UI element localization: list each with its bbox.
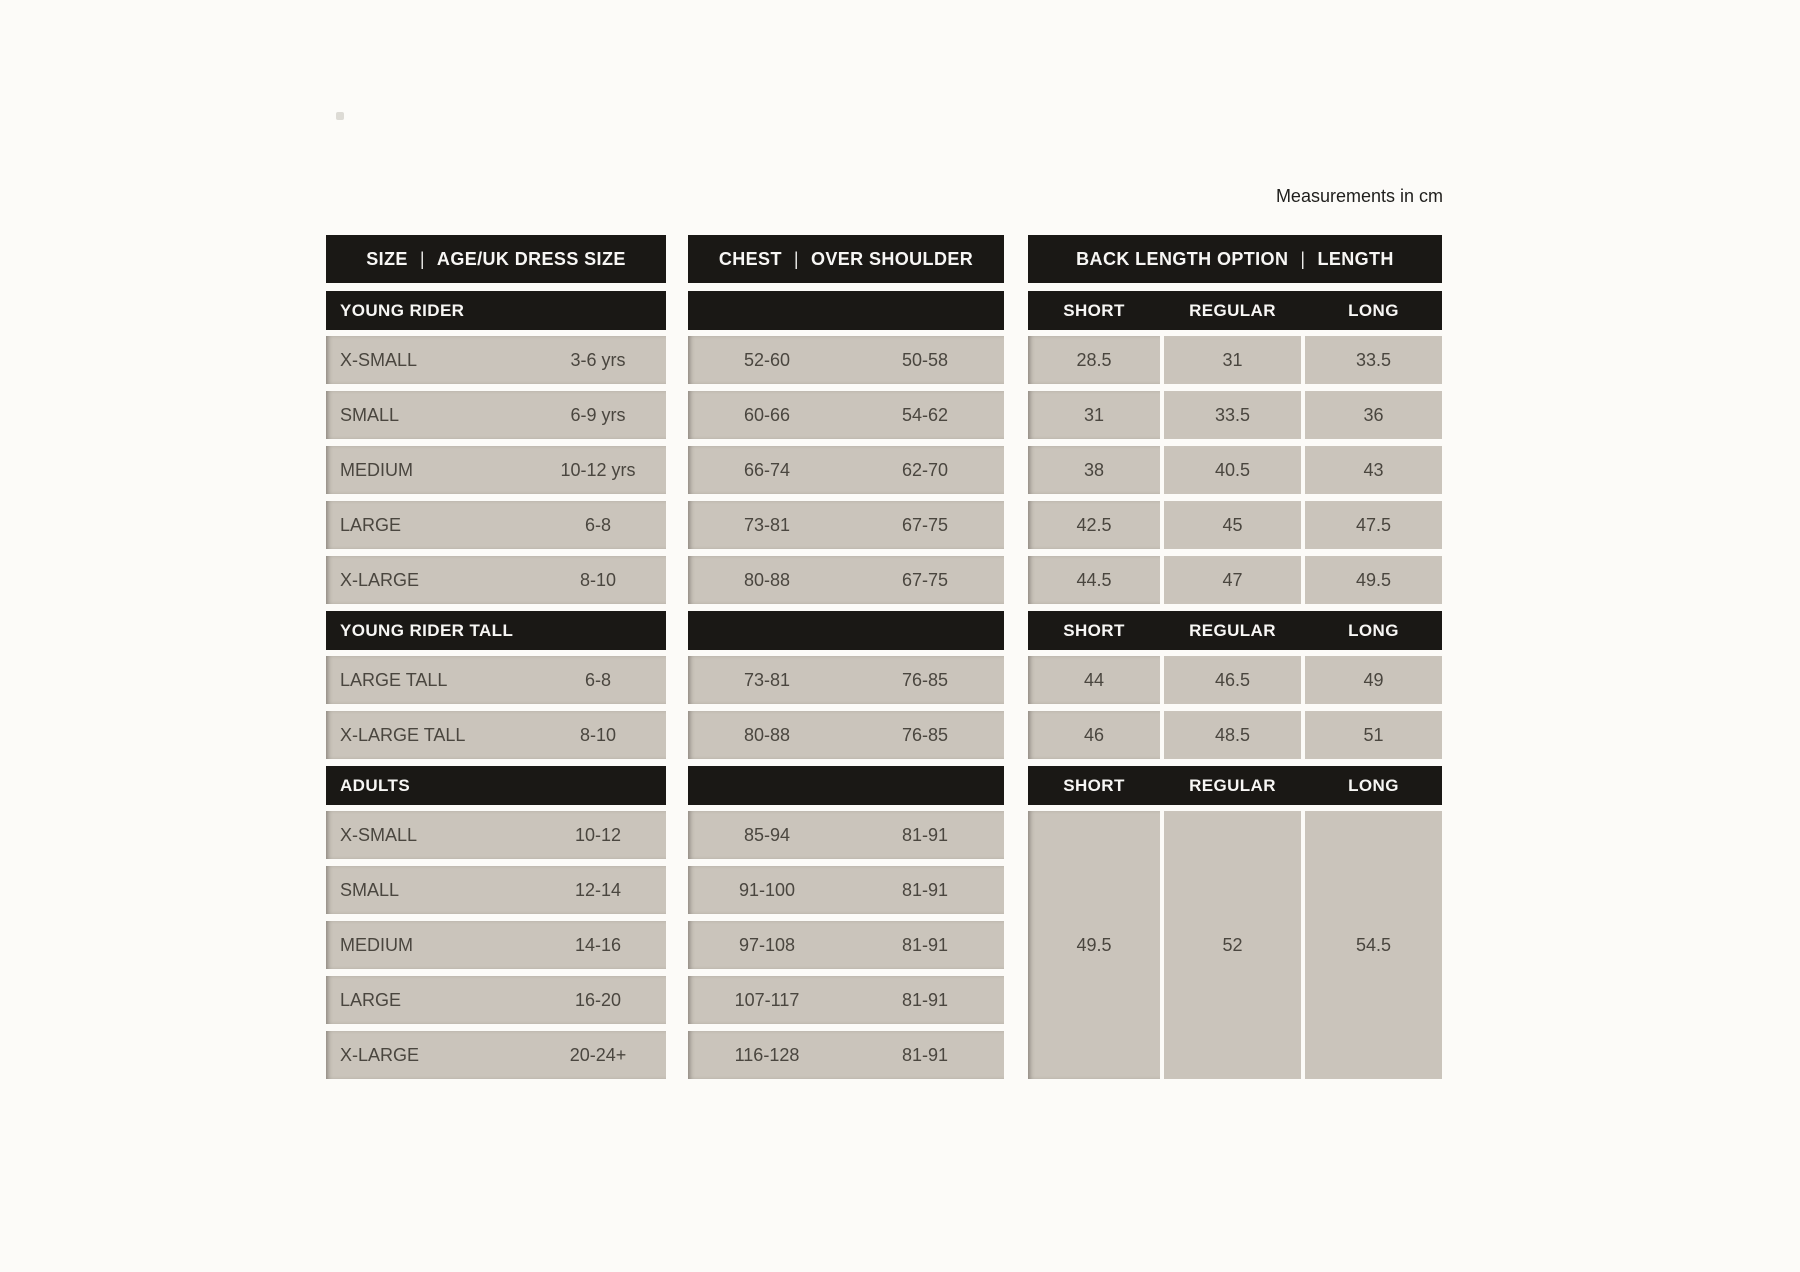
size-label: LARGE (340, 514, 402, 535)
subheader-long: LONG (1348, 300, 1399, 320)
age-value: 12-14 (574, 879, 622, 900)
chest-row (688, 556, 1004, 604)
size-row (326, 656, 666, 704)
size-row (326, 556, 666, 604)
age-value: 10-12 yrs (560, 459, 636, 480)
chest-value: 97-108 (738, 934, 796, 955)
size-row (326, 811, 666, 859)
shoulder-value: 76-85 (901, 724, 949, 745)
short-value: 46 (1028, 711, 1160, 759)
back-row (1028, 336, 1442, 384)
chest-value: 116-128 (734, 1044, 800, 1065)
short-value: 38 (1028, 446, 1160, 494)
long-value: 49.5 (1305, 556, 1442, 604)
size-row (326, 391, 666, 439)
subheader-short: SHORT (1063, 620, 1125, 640)
shoulder-value: 67-75 (901, 514, 949, 535)
size-row (326, 336, 666, 384)
chest-row (688, 391, 1004, 439)
chest-row (688, 976, 1004, 1024)
chest-value: 80-88 (743, 724, 791, 745)
chest-value: 52-60 (743, 349, 791, 370)
chest-row (688, 656, 1004, 704)
regular-value: 48.5 (1164, 711, 1301, 759)
header-divider: | (1300, 248, 1306, 269)
regular-value: 46.5 (1164, 656, 1301, 704)
subheader-regular: REGULAR (1189, 300, 1276, 320)
age-value: 8-10 (579, 724, 617, 745)
size-label: LARGE TALL (340, 669, 448, 690)
shoulder-value: 81-91 (901, 989, 949, 1010)
size-row (326, 866, 666, 914)
size-label: SMALL (340, 879, 400, 900)
back-subheader-row (1028, 611, 1442, 650)
age-value: 6-8 (584, 669, 611, 690)
size-table (326, 235, 666, 1086)
age-value: 16-20 (574, 989, 622, 1010)
size-label: X-LARGE TALL (340, 724, 466, 745)
subheader-regular: REGULAR (1189, 775, 1276, 795)
age-value: 10-12 (574, 824, 622, 845)
shoulder-value: 76-85 (901, 669, 949, 690)
back-row (1028, 711, 1442, 759)
long-value: 51 (1305, 711, 1442, 759)
short-value: 44.5 (1028, 556, 1160, 604)
back-row (1028, 556, 1442, 604)
back-row (1028, 446, 1442, 494)
age-value: 6-8 (584, 514, 611, 535)
size-row (326, 921, 666, 969)
regular-value: 31 (1164, 336, 1301, 384)
chest-value: 85-94 (743, 824, 791, 845)
chest-row (688, 921, 1004, 969)
shoulder-value: 54-62 (901, 404, 949, 425)
age-value: 8-10 (579, 569, 617, 590)
subheader-short: SHORT (1063, 775, 1125, 795)
back-row (1028, 656, 1442, 704)
chest-value: 60-66 (743, 404, 791, 425)
back-row (1028, 391, 1442, 439)
back-header-col1: BACK LENGTH OPTION (1076, 248, 1289, 269)
chest-value: 73-81 (743, 514, 791, 535)
subheader-long: LONG (1348, 775, 1399, 795)
section-title-label: ADULTS (340, 775, 411, 795)
section-title-label: YOUNG RIDER TALL (340, 620, 514, 640)
chest-value: 73-81 (743, 669, 791, 690)
section-filler-bar (688, 291, 1004, 330)
back-header-col2: LENGTH (1317, 248, 1394, 269)
age-value: 14-16 (574, 934, 622, 955)
chest-header-col2: OVER SHOULDER (810, 248, 974, 269)
long-value: 33.5 (1305, 336, 1442, 384)
back-table-header (1028, 235, 1442, 283)
header-divider: | (793, 248, 799, 269)
shoulder-value: 81-91 (901, 824, 949, 845)
regular-value: 47 (1164, 556, 1301, 604)
short-value: 31 (1028, 391, 1160, 439)
chest-table-header (688, 235, 1004, 283)
short-value: 28.5 (1028, 336, 1160, 384)
size-row (326, 1031, 666, 1079)
chest-row (688, 501, 1004, 549)
size-label: X-SMALL (340, 349, 418, 370)
long-value: 47.5 (1305, 501, 1442, 549)
section-title-young-rider-tall (326, 611, 666, 650)
chest-row (688, 1031, 1004, 1079)
regular-value: 33.5 (1164, 391, 1301, 439)
long-value: 36 (1305, 391, 1442, 439)
long-value: 49 (1305, 656, 1442, 704)
section-title-label: YOUNG RIDER (340, 300, 465, 320)
subheader-regular: REGULAR (1189, 620, 1276, 640)
chest-row (688, 711, 1004, 759)
short-value: 42.5 (1028, 501, 1160, 549)
chest-row (688, 866, 1004, 914)
shoulder-value: 50-58 (901, 349, 949, 370)
chest-header-col1: CHEST (718, 248, 782, 269)
back-length-table (1028, 235, 1442, 1079)
shoulder-value: 81-91 (901, 879, 949, 900)
back-subheader-row (1028, 766, 1442, 805)
subheader-long: LONG (1348, 620, 1399, 640)
size-label: X-LARGE (340, 1044, 420, 1065)
back-subheader-row (1028, 291, 1442, 330)
chest-row (688, 446, 1004, 494)
measurements-note: Measurements in cm (1275, 186, 1443, 206)
chest-value: 80-88 (743, 569, 791, 590)
regular-merged-value: 52 (1164, 811, 1301, 1079)
size-label: SMALL (340, 404, 400, 425)
chest-value: 107-117 (734, 989, 800, 1010)
chest-value: 91-100 (738, 879, 796, 900)
size-label: LARGE (340, 989, 402, 1010)
size-header-col1: SIZE (366, 248, 408, 269)
long-value: 43 (1305, 446, 1442, 494)
short-value: 44 (1028, 656, 1160, 704)
size-label: MEDIUM (340, 459, 413, 480)
age-value: 20-24+ (569, 1044, 627, 1065)
shoulder-value: 62-70 (901, 459, 949, 480)
age-value: 3-6 yrs (570, 349, 626, 370)
back-merged-row (1028, 811, 1442, 1079)
size-row (326, 976, 666, 1024)
size-table-header (326, 235, 666, 283)
age-value: 6-9 yrs (570, 404, 626, 425)
section-title-adults (326, 766, 666, 805)
section-filler-bar (688, 766, 1004, 805)
size-row (326, 501, 666, 549)
short-merged-value: 49.5 (1028, 811, 1160, 1079)
shoulder-value: 81-91 (901, 1044, 949, 1065)
long-merged-value: 54.5 (1305, 811, 1442, 1079)
size-header-col2: AGE/UK DRESS SIZE (436, 248, 626, 269)
faint-artifact-mark (336, 112, 344, 120)
size-row (326, 711, 666, 759)
chest-row (688, 811, 1004, 859)
regular-value: 45 (1164, 501, 1301, 549)
section-filler-bar (688, 611, 1004, 650)
size-row (326, 446, 666, 494)
section-title-young-rider (326, 291, 666, 330)
size-label: X-LARGE (340, 569, 420, 590)
chest-value: 66-74 (743, 459, 791, 480)
regular-value: 40.5 (1164, 446, 1301, 494)
header-divider: | (419, 248, 425, 269)
size-label: MEDIUM (340, 934, 413, 955)
back-row (1028, 501, 1442, 549)
shoulder-value: 67-75 (901, 569, 949, 590)
chest-row (688, 336, 1004, 384)
chest-table (688, 235, 1004, 1086)
size-label: X-SMALL (340, 824, 418, 845)
subheader-short: SHORT (1063, 300, 1125, 320)
shoulder-value: 81-91 (901, 934, 949, 955)
